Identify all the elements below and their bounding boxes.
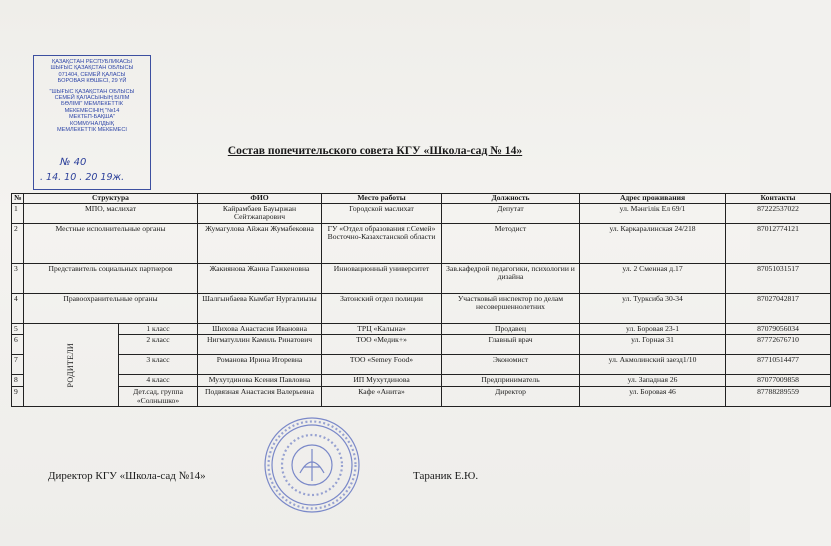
table-row: 1 МПО, маслихат Кайрамбаев Бауыржан Сейтжапарович Городской маслихат Депутат ул. Мәнгілік Ел 69/1 87222537022	[12, 203, 831, 223]
stamp-line: БӨЛІМІ" МЕМЛЕКЕТТІК	[60, 101, 124, 108]
stamp-line: 071404, СЕМЕЙ ҚАЛАСЫ	[58, 71, 126, 78]
stamp-line: КОММУНАЛДЫҚ	[70, 120, 114, 127]
table-row: 2 Местные исполнительные органы Жумагулова Айжан Жумабековна ГУ «Отдел образования г.Семей» Восточно-Казахстанской области Методист ул. Каркаралинская 24/218 87012774121	[12, 223, 831, 263]
parents-group-label: РОДИТЕЛИ	[24, 323, 119, 406]
header-cell: ФИО	[198, 194, 322, 204]
stamp-line: МЕМЛЕКЕТТІК МЕКЕМЕСІ	[56, 127, 127, 134]
stamp-line: СЕМЕЙ ҚАЛАСЫНЫҢ БІЛІМ	[54, 95, 130, 102]
stamp-line: БОРОВАЯ КӨШЕСІ, 29 ҮЙ	[57, 78, 127, 85]
round-seal	[262, 415, 362, 515]
table-row: 7 3 класс Романова Ирина Игоревна ТОО «Semey Food» Экономист ул. Акмолинский заезд1/10 87710514477	[12, 355, 831, 375]
page-title: Состав попечительского совета КГУ «Школа-сад № 14»	[227, 144, 523, 157]
stamp-line: ҚАЗАҚСТАН РЕСПУБЛИКАСЫ	[52, 59, 132, 65]
signature-position: Директор КГУ «Школа-сад №14»	[48, 470, 206, 482]
stamp-number: № 40	[60, 157, 87, 168]
table-row: 9 Дет.сад, группа «Солнышко» Подвязная Анастасия Валерьевна Кафе «Анита» Директор ул. Боровая 46 87788289559	[12, 386, 831, 406]
table-row: 6 2 класс Нигматуллин Камиль Ринатович ТОО «Медик+» Главный врач ул. Горная 31 87772676710	[12, 335, 831, 355]
stamp-date: . 14. 10 . 20 19ж.	[40, 172, 125, 183]
registration-stamp	[33, 55, 151, 190]
stamp-line: ШЫҒЫС ҚАЗАҚСТАН ОБЛЫСЫ	[50, 65, 134, 72]
table-row: 3 Представитель социальных партнеров Жакиянова Жанна Гажкеновна Инновационный университет Зав.кафедрой педагогики, психологии и дизайна ул. 2 Сменная д.17 87051031517	[12, 263, 831, 293]
table-row: 4 Правоохранительные органы Шалгынбаева Кымбат Нургалиызы Затонский отдел полиции Участковый инспектор по делам несовершеннолетних ул. Турксиба 30-34 87027042817	[12, 293, 831, 323]
table-row: 8 4 класс Мухутдинова Ксения Павловна ИП Мухутдинова Предприниматель ул. Западная 26 87077009858	[12, 375, 831, 387]
header-cell: Контакты	[726, 194, 831, 204]
header-cell: Должность	[442, 194, 580, 204]
header-cell: Структура	[24, 194, 198, 204]
stamp-line: "ШЫҒЫС ҚАЗАҚСТАН ОБЛЫСЫ	[49, 88, 135, 95]
signature-name: Тараник Е.Ю.	[413, 470, 479, 482]
header-cell: №	[12, 194, 24, 204]
stamp-line: МЕКТЕП-БАҚША"	[68, 114, 116, 121]
header-cell: Место работы	[322, 194, 442, 204]
table-header-row	[12, 194, 831, 204]
council-table	[11, 193, 831, 407]
table-row: 5 РОДИТЕЛИ 1 класс Шихова Анастасия Ивановна ТРЦ «Калына» Продавец ул. Боровая 23-1 87079056034	[12, 323, 831, 335]
header-cell: Адрес проживания	[580, 194, 726, 204]
stamp-line: МЕКЕМЕСІНІҢ "№14	[64, 107, 120, 114]
